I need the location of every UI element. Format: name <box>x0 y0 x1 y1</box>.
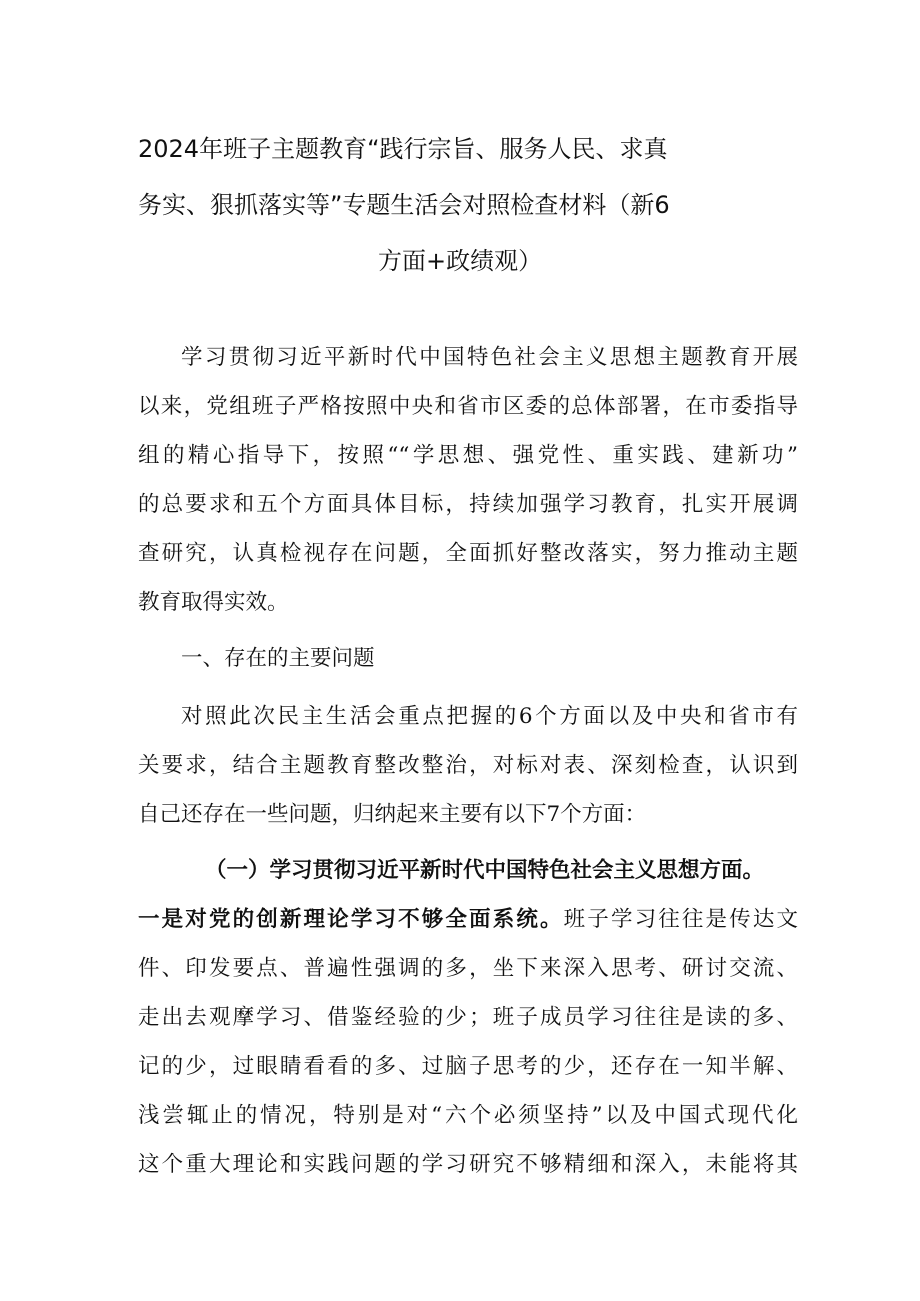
subsection-line-1 <box>138 905 798 935</box>
document-title-line-3: 方面+政绩观） <box>378 247 543 275</box>
section-line-1: 对照此次民主生活会重点把握的6个方面以及中央和省市有 <box>181 704 798 729</box>
document-title-line-1: 2024年班子主题教育“践行宗旨、服务人民、求真 <box>138 135 668 163</box>
subsection-line-6: 这个重大理论和实践问题的学习研究不够精细和深入，未能将其 <box>138 1152 798 1177</box>
document-title-line-2: 务实、狠抓落实等”专题生活会对照检查材料（新6 <box>138 191 670 219</box>
intro-line-1: 学习贯彻习近平新时代中国特色社会主义思想主题教育开展 <box>181 345 798 370</box>
intro-line-2: 以来，党组班子严格按照中央和省市区委的总体部署，在市委指导 <box>138 394 798 419</box>
subsection-heading: （一）学习贯彻习近平新时代中国特色社会主义思想方面。 <box>205 858 765 883</box>
subsection-line-2: 件、印发要点、普遍性强调的多，坐下来深入思考、研讨交流、 <box>138 956 798 981</box>
intro-line-6: 教育取得实效。 <box>138 590 289 615</box>
subsection-line-5: 浅尝辄止的情况，特别是对“六个必须坚持”以及中国式现代化 <box>138 1103 798 1128</box>
section-line-3: 自己还存在一些问题，归纳起来主要有以下7个方面： <box>138 802 647 827</box>
intro-line-3: 组的精心指导下，按照““学思想、强党性、重实践、建新功” <box>138 443 798 468</box>
section-heading: 一、存在的主要问题 <box>181 646 375 671</box>
section-line-2: 关要求，结合主题教育整改整治，对标对表、深刻检查，认识到 <box>138 753 798 778</box>
subsection-line-3: 走出去观摩学习、借鉴经验的少；班子成员学习往往是读的多、 <box>138 1005 798 1030</box>
subsection-line-4: 记的少，过眼睛看看的多、过脑子思考的少，还存在一知半解、 <box>138 1054 798 1079</box>
subsection-bold-lead: 一是对党的创新理论学习不够全面系统。 <box>138 907 564 932</box>
subsection-line-1-rest: 班子学习往往是传达文 <box>563 907 798 932</box>
intro-line-5: 查研究，认真检视存在问题，全面抓好整改落实，努力推动主题 <box>138 541 798 566</box>
intro-line-4: 的总要求和五个方面具体目标，持续加强学习教育，扎实开展调 <box>138 492 798 517</box>
